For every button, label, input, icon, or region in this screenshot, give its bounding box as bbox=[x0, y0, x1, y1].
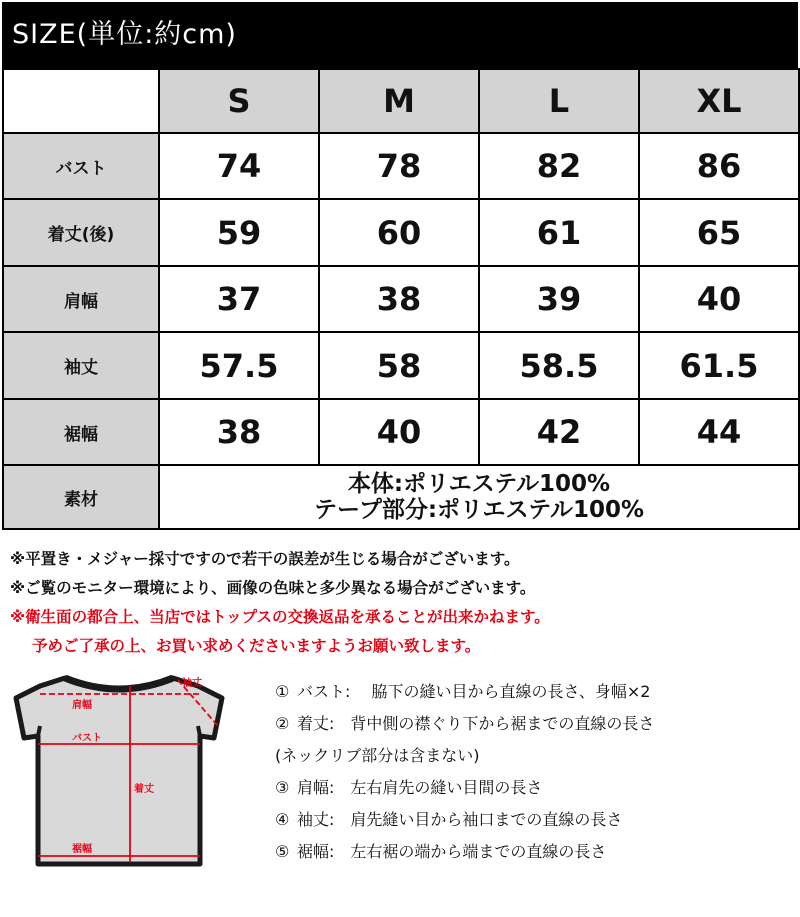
legend-num: ① bbox=[275, 682, 290, 701]
measurement-legend bbox=[275, 676, 790, 868]
table-cell: 38 bbox=[319, 266, 479, 332]
row-label-shoulder: 肩幅 bbox=[3, 266, 159, 332]
notes bbox=[10, 545, 790, 661]
table-cell: 61.5 bbox=[639, 332, 799, 399]
material-cell bbox=[159, 465, 799, 529]
material-body: 本体:ポリエステル100% bbox=[347, 471, 611, 497]
diagram-label-hem: 裾幅 bbox=[72, 844, 92, 855]
size-col-s: S bbox=[159, 69, 319, 133]
row-label-bust: バスト bbox=[3, 133, 159, 199]
row-label-material: 素材 bbox=[3, 465, 159, 529]
table-cell: 82 bbox=[479, 133, 639, 199]
size-col-l: L bbox=[479, 69, 639, 133]
legend-item-length-note bbox=[275, 740, 790, 772]
table-cell: 37 bbox=[159, 266, 319, 332]
legend-item-sleeve bbox=[275, 804, 790, 836]
row-label-sleeve: 袖丈 bbox=[3, 332, 159, 399]
table-cell: 40 bbox=[639, 266, 799, 332]
table-cell: 61 bbox=[479, 199, 639, 266]
table-cell: 58.5 bbox=[479, 332, 639, 399]
measurement-diagram bbox=[10, 666, 232, 876]
material-tape: テープ部分:ポリエステル100% bbox=[313, 497, 645, 523]
table-cell: 58 bbox=[319, 332, 479, 399]
size-col-xl: XL bbox=[639, 69, 799, 133]
table-row-material bbox=[3, 465, 799, 529]
legend-text: 袖丈: 肩先縫い目から袖口までの直線の長さ bbox=[297, 810, 623, 829]
legend-item-length bbox=[275, 708, 790, 740]
table-cell: 78 bbox=[319, 133, 479, 199]
diagram-label-shoulder: 肩幅 bbox=[72, 700, 92, 711]
note-acknowledge: 予めご了承の上、お買い求めくださいますようお願い致します。 bbox=[32, 637, 481, 655]
size-table bbox=[2, 68, 800, 530]
legend-num: ④ bbox=[275, 810, 290, 829]
table-cell: 39 bbox=[479, 266, 639, 332]
size-header: SIZE(単位:約cm) bbox=[2, 2, 798, 68]
tshirt-outline bbox=[16, 678, 222, 864]
corner-cell bbox=[3, 69, 159, 133]
note-no-return: ※衛生面の都合上、当店ではトップスの交換返品を承ることが出来かねます。 bbox=[10, 608, 550, 626]
legend-text: (ネックリブ部分は含まない) bbox=[275, 746, 480, 765]
legend-text: バスト: 脇下の縫い目から直線の長さ、身幅×2 bbox=[297, 682, 651, 701]
legend-item-bust bbox=[275, 676, 790, 708]
diagram-label-length: 着丈 bbox=[134, 784, 154, 795]
table-row bbox=[3, 266, 799, 332]
legend-item-hem bbox=[275, 836, 790, 868]
legend-num: ② bbox=[275, 714, 290, 733]
table-cell: 86 bbox=[639, 133, 799, 199]
size-col-m: M bbox=[319, 69, 479, 133]
size-header-row bbox=[3, 69, 799, 133]
diagram-label-bust: バスト bbox=[72, 733, 102, 744]
table-cell: 44 bbox=[639, 399, 799, 465]
table-cell: 74 bbox=[159, 133, 319, 199]
legend-text: 着丈: 背中側の襟ぐり下から裾までの直線の長さ bbox=[297, 714, 655, 733]
legend-item-shoulder bbox=[275, 772, 790, 804]
tshirt-diagram bbox=[10, 666, 232, 876]
legend-text: 肩幅: 左右肩先の縫い目間の長さ bbox=[297, 778, 543, 797]
table-cell: 42 bbox=[479, 399, 639, 465]
table-row bbox=[3, 199, 799, 266]
table-row bbox=[3, 133, 799, 199]
table-cell: 38 bbox=[159, 399, 319, 465]
note-monitor: ※ご覧のモニター環境により、画像の色味と多少異なる場合がございます。 bbox=[10, 579, 536, 597]
table-cell: 40 bbox=[319, 399, 479, 465]
legend-text: 裾幅: 左右裾の端から端までの直線の長さ bbox=[297, 842, 607, 861]
diagram-label-sleeve: 袖丈 bbox=[182, 678, 202, 689]
table-cell: 59 bbox=[159, 199, 319, 266]
table-cell: 65 bbox=[639, 199, 799, 266]
legend-num: ③ bbox=[275, 778, 290, 797]
table-cell: 57.5 bbox=[159, 332, 319, 399]
legend-num: ⑤ bbox=[275, 842, 290, 861]
table-row bbox=[3, 332, 799, 399]
table-cell: 60 bbox=[319, 199, 479, 266]
table-row bbox=[3, 399, 799, 465]
row-label-hem: 裾幅 bbox=[3, 399, 159, 465]
note-measurement: ※平置き・メジャー採寸ですので若干の誤差が生じる場合がございます。 bbox=[10, 550, 520, 568]
row-label-length: 着丈(後) bbox=[3, 199, 159, 266]
